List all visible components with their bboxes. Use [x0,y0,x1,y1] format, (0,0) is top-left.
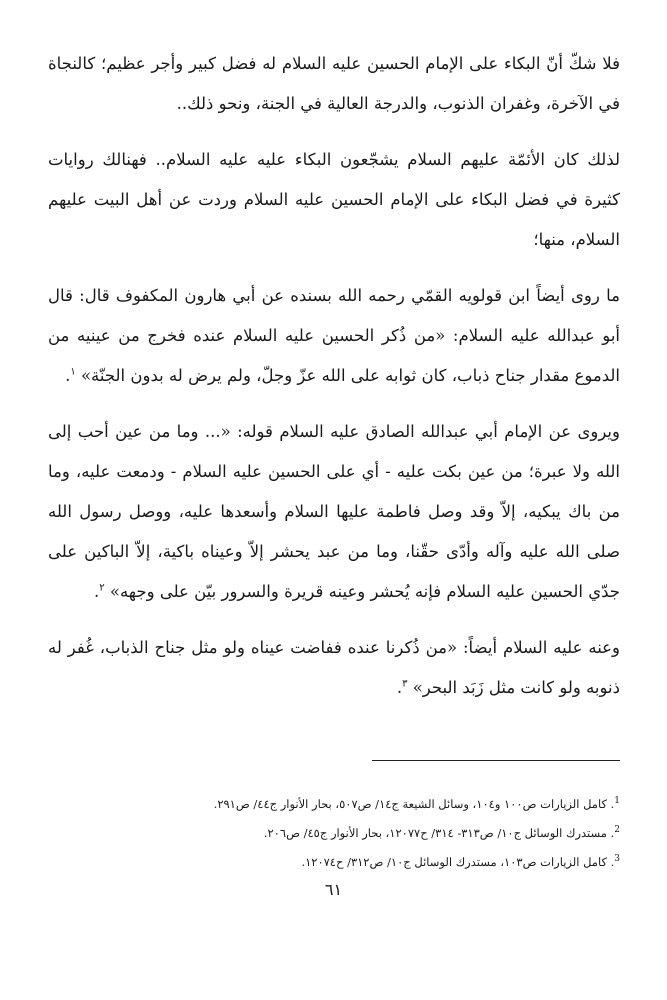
footnote-1-number: 1 [614,796,620,807]
paragraph-5: وعنه عليه السلام أيضاً: «من ذُكرنا عنده ففاضت عيناه ولو مثل جناح الذباب، غُفر له ذنوبه ولو كانت مثل زَبَد البحر» $^٣$. [48,638,620,697]
footnotes [48,790,620,877]
footnote-2-number: 2 [614,825,620,836]
paragraph-4-text: ويروى عن الإمام أبي عبدالله الصادق عليه السلام قوله: «... وما من عين أحب إلى الله ولا عبرة؛ من عين بكت عليه - أي على الحسين عليه السلام - ودمعت عليه، وما من باك يبكيه، إلاّ وقد وصل فاطمة عليها السلام وأسعدها عليه، ووصل رسول الله صلى الله عليه وآله وأدّى حقّنا، وما من عبد يحشر إلاّ وعيناه باكية، إلاّ الباكين على جدّي الحسين عليه السلام فإنه يُحشر وعينه قريرة والسرور بيّن على وجهه» [48,422,620,601]
footnote-1-text: . كامل الزيارات ص١٠٠ و١٠٤، وسائل الشيعة ج١٤/ ص٥٠٧، بحار الأنوار ج٤٤/ ص٢٩١. [213,797,615,811]
body-text [48,44,620,724]
footnote-2 [48,819,620,848]
footnote-1 [48,790,620,819]
paragraph-2: لذلك كان الأئمّة عليهم السلام يشجّعون البكاء عليه عليه السلام.. فهنالك روايات كثيرة في فضل البكاء على الإمام الحسين عليه السلام وردت عن أهل البيت عليهم السلام، منها؛ [48,150,620,249]
paragraph-3: ما روى أيضاً ابن قولويه القمّي رحمه الله بسنده عن أبي هارون المكفوف قال: قال أبو عبدالله عليه السلام: «من ذُكر الحسين عليه السلام عنده فخرج من عينيه من الدموع مقدار جناح ذباب، كان ثوابه على الله عزّ وجلّ، ولم يرض له بدون الجنّة» $^١$. [48,286,620,385]
paragraph-1: فلا شكّ أنّ البكاء على الإمام الحسين عليه السلام له فضل كبير وأجر عظيم؛ كالنجاة في الآخرة، وغفران الذنوب، والدرجة العالية في الجنة، ونحو ذلك.. [48,54,620,113]
footnote-ref-2[interactable]: ٢ [99,582,105,594]
page-number: ٦١ [324,880,343,899]
footnote-2-text: . مستدرك الوسائل ج١٠/ ص٣١٣- ٣١٤/ ح١٢٠٧٧، بحار الأنوار ج٤٥/ ص٢٠٦. [263,826,615,840]
paragraph-5-text: وعنه عليه السلام أيضاً: «من ذُكرنا عنده ففاضت عيناه ولو مثل جناح الذباب، غُفر له ذنوبه ولو كانت مثل زَبَد البحر» [48,638,620,697]
footnote-3 [48,848,620,877]
footnote-ref-1[interactable]: ١ [70,366,76,378]
footnote-separator [372,760,620,761]
footnote-3-text: . كامل الزيارات ص١٠٣، مستدرك الوسائل ج١٠/ ص٣١٢/ ح١٢٠٧٤. [301,855,615,869]
paragraph-4: ويروى عن الإمام أبي عبدالله الصادق عليه السلام قوله: «... وما من عين أحب إلى الله ولا عبرة؛ من عين بكت عليه - أي على الحسين عليه السلام - ودمعت عليه، وما من باك يبكيه، إلاّ وقد وصل فاطمة عليها السلام وأسعدها عليه، ووصل رسول الله صلى الله عليه وآله وأدّى حقّنا، وما من عبد يحشر إلاّ وعيناه باكية، إلاّ الباكين على جدّي الحسين عليه السلام فإنه يُحشر وعينه قريرة والسرور بيّن على وجهه» $^٢$. [48,422,620,601]
footnote-ref-3[interactable]: ٣ [402,678,408,690]
footnote-3-number: 3 [614,854,620,865]
paragraph-3-text: ما روى أيضاً ابن قولويه القمّي رحمه الله بسنده عن أبي هارون المكفوف قال: قال أبو عبدالله عليه السلام: «من ذُكر الحسين عليه السلام عنده فخرج من عينيه من الدموع مقدار جناح ذباب، كان ثوابه على الله عزّ وجلّ، ولم يرض له بدون الجنّة» [48,286,620,385]
